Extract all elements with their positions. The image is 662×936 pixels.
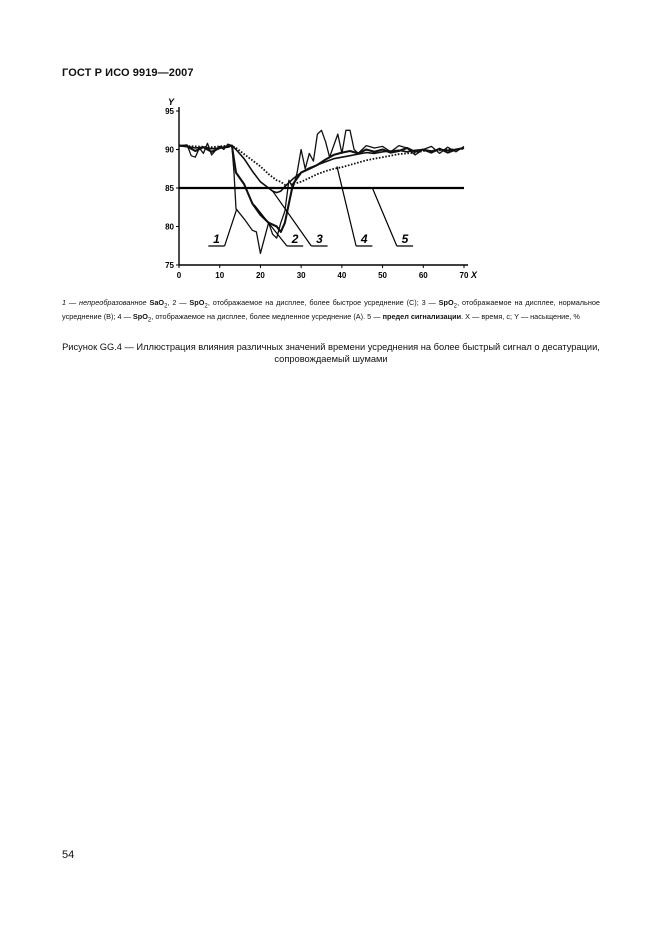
figure-legend [62,297,600,326]
legend-spo2-a: SpO [189,298,205,307]
callout-label-5: 5 [401,231,409,246]
legend-text-2: , 2 — [167,298,190,307]
y-tick-label: 95 [165,107,174,116]
saturation-chart [0,0,662,300]
legend-spo2-b-sub: 2 [453,302,458,310]
legend-text-6: . X — время, с; Y — насыщение, % [461,312,580,322]
callout-leader-1 [225,209,237,246]
x-axis-label: X [470,270,478,280]
legend-text-4: , отображаемое на дисплее, нормальное усреднение (В); 4 — [62,298,600,322]
x-tick-label: 0 [176,271,182,280]
callout-label-4: 4 [360,231,368,246]
x-tick-label: 20 [255,271,265,280]
legend-spo2-b: SpO [438,298,454,307]
series-3-line [179,146,464,193]
x-tick-label: 40 [337,271,347,280]
legend-spo2-a-sub: 2 [204,302,208,310]
legend-sao2-sub: 2 [164,302,168,310]
legend-text-1: 1 — непреобразованное [62,298,150,307]
x-tick-label: 30 [296,271,306,280]
document-header: ГОСТ Р ИСО 9919—2007 [62,67,194,79]
callout-leader-4 [337,166,356,246]
x-tick-label: 10 [215,271,225,280]
legend-text-3: , отображаемое на дисплее, более быстрое усреднение (С); 3 — [207,298,439,307]
y-tick-label: 75 [165,261,174,270]
legend-spo2-c-sub: 2 [147,316,152,324]
legend-sao2: SaO [149,298,165,307]
callout-label-2: 2 [291,231,299,246]
y-tick-label: 85 [165,184,174,193]
callout-leader-2 [254,205,287,246]
series-4-line [179,146,464,185]
x-tick-label: 60 [418,271,428,280]
callout-label-1: 1 [213,231,220,246]
figure-caption: Рисунок GG.4 — Иллюстрация влияния различных значений времени усреднения на более быстрый сигнал о десатурации, сопровождаемый шумами [62,342,600,364]
y-tick-label: 80 [165,222,174,232]
page-number: 54 [62,849,75,861]
callout-label-3: 3 [316,231,323,246]
legend-spo2-c: SpO [132,312,148,322]
legend-text-5: , отображаемое на дисплее, более медленное усреднение (А). 5 — [151,312,383,322]
y-tick-label: 90 [165,145,174,155]
x-tick-label: 70 [459,271,469,280]
y-axis-label: Y [167,97,175,107]
callout-leader-5 [372,188,396,246]
legend-alarm-limit: предел сигнализации [382,312,462,322]
x-tick-label: 50 [378,271,388,280]
